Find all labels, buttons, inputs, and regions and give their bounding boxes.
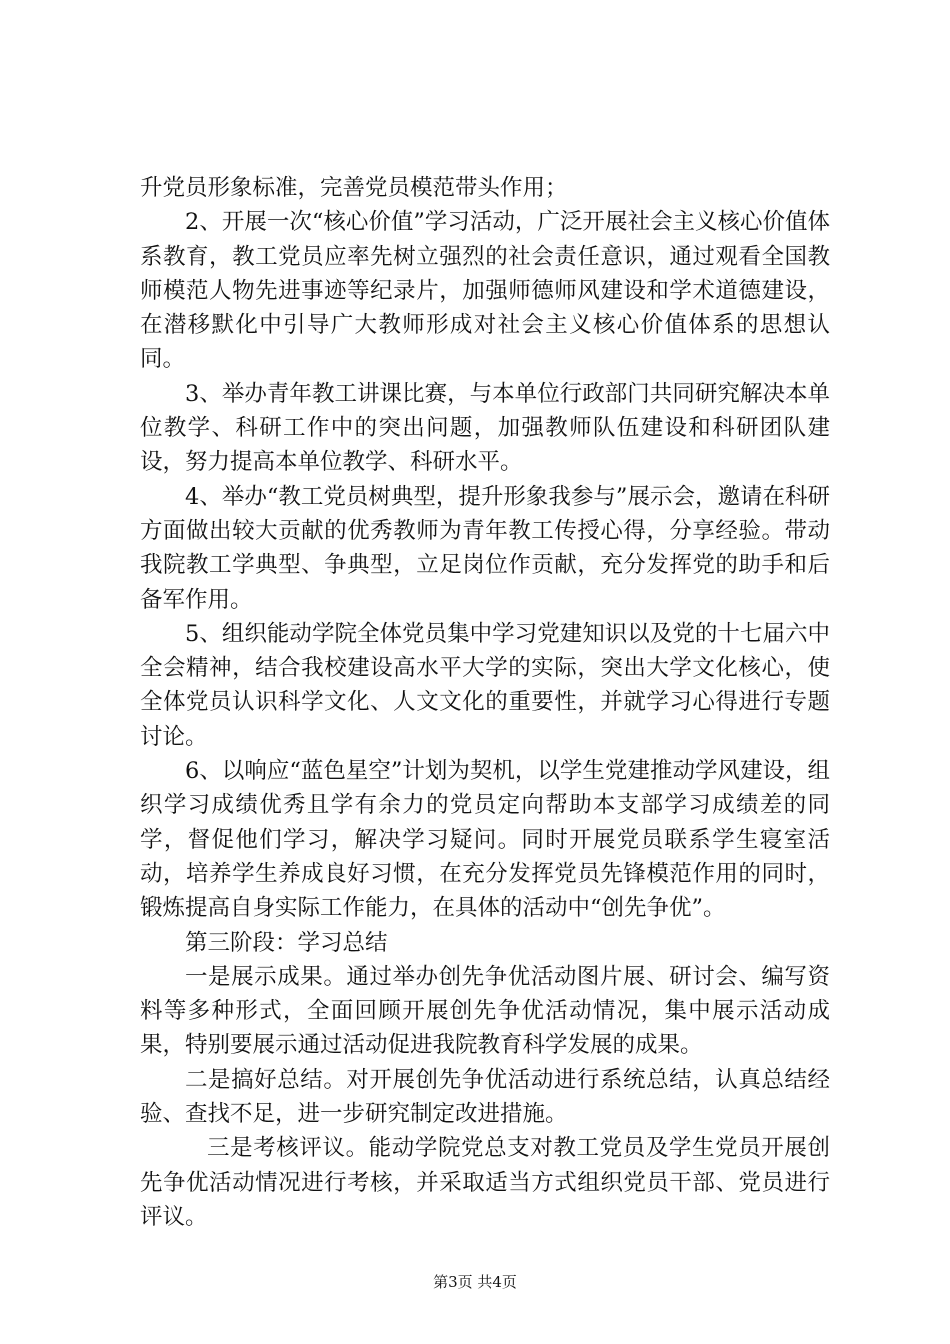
page-number: 第3页 共4页	[433, 1273, 517, 1291]
section-heading-stage-3: 第三阶段：学习总结	[185, 929, 388, 956]
paragraph-item-6: 6、以响应“蓝色星空”计划为契机，以学生党建推动学风建设，组织学习成绩优秀且学有余力的党员定向帮助本支部学习成绩差的同学，督促他们学习，解决学习疑问。同时开展党员联系学生寝室活动，培养学生养成良好习惯，在充分发挥党员先锋模范作用的同时，锻炼提高自身实际工作能力，在具体的活动中“创先争优”。	[140, 758, 830, 922]
document-body	[140, 171, 830, 1234]
paragraph-continuation: 升党员形象标准，完善党员模范带头作用；	[140, 175, 568, 201]
page-footer	[0, 1272, 950, 1292]
paragraph-evaluation: 三是考核评议。能动学院党总支对教工党员及学生党员开展创先争优活动情况进行考核，并采取适当方式组织党员干部、党员进行评议。	[140, 1135, 830, 1230]
paragraph-item-2: 2、开展一次“核心价值”学习活动，广泛开展社会主义核心价值体系教育，教工党员应率先树立强烈的社会责任意识，通过观看全国教师模范人物先进事迹等纪录片，加强师德师风建设和学术道德建设，在潜移默化中引导广大教师形成对社会主义核心价值体系的思想认同。	[140, 209, 830, 373]
paragraph-item-3: 3、举办青年教工讲课比赛，与本单位行政部门共同研究解决本单位教学、科研工作中的突出问题，加强教师队伍建设和科研团队建设，努力提高本单位教学、科研水平。	[140, 380, 830, 476]
paragraph-item-5: 5、组织能动学院全体党员集中学习党建知识以及党的十七届六中全会精神，结合我校建设高水平大学的实际，突出大学文化核心，使全体党员认识科学文化、人文文化的重要性，并就学习心得进行专题讨论。	[140, 620, 830, 750]
paragraph-show-results: 一是展示成果。通过举办创先争优活动图片展、研讨会、编写资料等多种形式，全面回顾开展创先争优活动情况，集中展示活动成果，特别要展示通过活动促进我院教育科学发展的成果。	[140, 963, 830, 1059]
paragraph-summary: 二是搞好总结。对开展创先争优活动进行系统总结，认真总结经验、查找不足，进一步研究制定改进措施。	[140, 1066, 830, 1128]
paragraph-item-4: 4、举办“教工党员树典型，提升形象我参与”展示会，邀请在科研方面做出较大贡献的优秀教师为青年教工传授心得，分享经验。带动我院教工学典型、争典型，立足岗位作贡献，充分发挥党的助手和后备军作用。	[140, 483, 830, 613]
